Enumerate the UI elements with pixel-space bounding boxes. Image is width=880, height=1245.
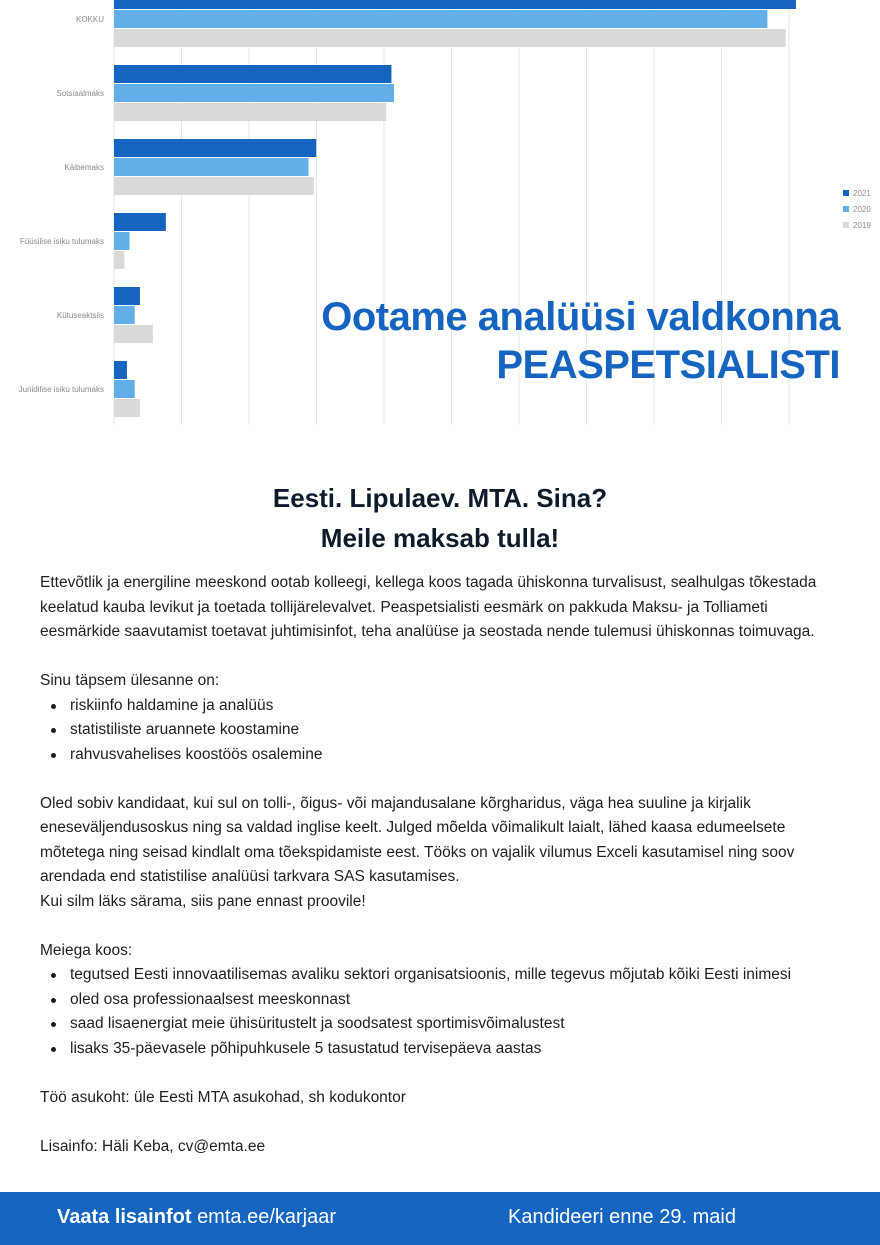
- page-title: [0, 478, 880, 558]
- call-to-action: Kui silm läks särama, siis pane ennast proovile!: [40, 892, 366, 910]
- bar-2020: [114, 10, 767, 28]
- bar-2020: [114, 232, 130, 250]
- category-label: KOKKU: [75, 15, 104, 24]
- bar-2020: [114, 380, 135, 398]
- list-item: tegutsed Eesti innovaatilisemas avaliku sektori organisatsioonis, mille tegevus mõjutab kõiki Eesti inimesi: [40, 963, 850, 988]
- legend-label: 2020: [853, 205, 871, 214]
- bar-2019: [114, 251, 124, 269]
- legend-swatch: [843, 222, 849, 228]
- legend-swatch: [843, 190, 849, 196]
- tax-revenue-chart: [0, 0, 880, 430]
- bar-2021: [114, 361, 127, 379]
- category-label: Kütuseaktsiis: [56, 311, 104, 320]
- tasks-heading: Sinu täpsem ülesanne on:: [40, 672, 220, 689]
- bar-2019: [114, 325, 153, 343]
- footer-bar: [0, 1192, 880, 1245]
- title-line2: Meile maksab tulla!: [320, 523, 560, 553]
- bar-2021: [114, 0, 796, 9]
- headline: [321, 292, 840, 388]
- job-description: [40, 571, 850, 1159]
- benefits-list: [40, 963, 850, 1061]
- bar-2020: [114, 306, 135, 324]
- bar-2019: [114, 103, 386, 121]
- category-label: Käibemaks: [64, 163, 104, 172]
- bar-2021: [114, 139, 316, 157]
- category-label: Sotsiaalmaks: [56, 89, 104, 98]
- headline-line1: Ootame analüüsi valdkonna: [321, 295, 840, 339]
- intro-paragraph: Ettevõtlik ja energiline meeskond ootab kolleegi, kellega koos tagada ühiskonna turvalisust, sealhulgas tõkestada keelatud kauba levikut ja toetada tollijärelevalvet. Peaspetsialisti eesmärk on pakkuda Maksu- ja Tolliameti eesmärkide saavutamist toetavat juhtimisinfot, teha analüüse ja seostada nende tulemusi ühiskonnas toimuvaga.: [40, 574, 817, 640]
- footer-deadline: Kandideeri enne 29. maid: [508, 1206, 736, 1228]
- list-item: oled osa professionaalsest meeskonnast: [40, 988, 850, 1013]
- bar-2019: [114, 177, 314, 195]
- bar-2021: [114, 287, 140, 305]
- contact-info: Lisainfo: Häli Keba, cv@emta.ee: [40, 1137, 266, 1155]
- bar-2019: [114, 399, 140, 417]
- benefits-heading: Meiega koos:: [40, 941, 133, 959]
- bar-2020: [114, 158, 308, 176]
- legend-swatch: [843, 206, 849, 212]
- list-item: statistiliste aruannete koostamine: [40, 718, 850, 743]
- headline-line2: PEASPETSIALISTI: [496, 343, 840, 387]
- footer-info[interactable]: [57, 1206, 336, 1229]
- list-item: rahvusvahelises koostöös osalemine: [40, 743, 850, 768]
- bar-2020: [114, 84, 394, 102]
- tasks-list: [40, 694, 850, 768]
- bar-2021: [114, 213, 166, 231]
- work-location: Töö asukoht: üle Eesti MTA asukohad, sh kodukontor: [40, 1088, 406, 1106]
- list-item: saad lisaenergiat meie ühisüritustelt ja soodsatest sportimisvõimalustest: [40, 1012, 850, 1037]
- footer-info-label: Vaata lisainfot: [57, 1206, 192, 1228]
- bar-2021: [114, 65, 391, 83]
- legend-label: 2019: [853, 221, 871, 230]
- candidate-paragraph: Oled sobiv kandidaat, kui sul on tolli-, õigus- või majandusalane kõrgharidus, väga hea suuline ja kirjalik eneseväljendusoskus ning sa valdad inglise keelt. Julged mõelda võimalikult laialt, lähed kaasa edumeelsete mõtetega ning seisad kindlalt oma tõekspidamiste eest. Tööks on vajalik vilumus Exceli kasutamisel ning soov arendada end statistilise analüüsi tarkvara SAS kasutamises.: [40, 794, 795, 885]
- footer-info-link[interactable]: emta.ee/karjaar: [197, 1206, 337, 1228]
- category-label: Juriidilise isiku tulumaks: [18, 385, 104, 394]
- category-label: Füüsilise isiku tulumaks: [19, 237, 104, 246]
- legend-label: 2021: [853, 189, 871, 198]
- title-line1: Eesti. Lipulaev. MTA. Sina?: [272, 483, 608, 513]
- list-item: lisaks 35-päevasele põhipuhkusele 5 tasustatud tervisepäeva aastas: [40, 1037, 850, 1062]
- bar-2019: [114, 29, 786, 47]
- list-item: riskiinfo haldamine ja analüüs: [40, 694, 850, 719]
